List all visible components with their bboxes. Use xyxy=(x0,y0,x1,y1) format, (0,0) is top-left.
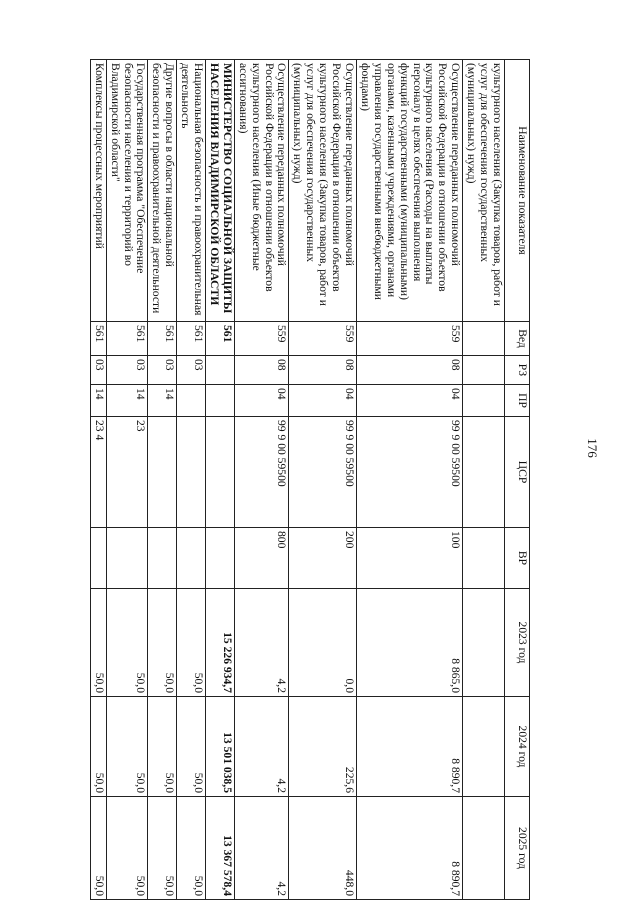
cell-name: МИНИСТЕРСТВО СОЦИАЛЬНОЙ ЗАЩИТЫ НАСЕЛЕНИЯ ВЛАДИМИРСКОЙ ОБЛАСТИ xyxy=(206,60,235,322)
cell-rz xyxy=(206,356,235,385)
cell-ved: 561 xyxy=(106,322,148,356)
header-2023: 2023 год xyxy=(505,589,530,697)
cell-name: Государственная программа "Обеспечение безопасности населения и территорий во Владимирской области" xyxy=(106,60,148,322)
cell-2023: 50,0 xyxy=(90,589,106,697)
header-vr: ВР xyxy=(505,528,530,589)
cell-2025: 448,0 xyxy=(289,797,357,900)
table-row xyxy=(177,60,206,900)
cell-2025: 50,0 xyxy=(177,797,206,900)
cell-2024: 50,0 xyxy=(90,697,106,797)
header-row xyxy=(505,60,530,900)
table-body xyxy=(90,60,504,900)
table-row xyxy=(357,60,463,900)
cell-pr: 14 xyxy=(148,385,177,417)
cell-vr xyxy=(463,528,505,589)
table-row xyxy=(206,60,235,900)
cell-2023: 50,0 xyxy=(106,589,148,697)
rotated-table-wrapper xyxy=(30,59,530,899)
cell-name: Другие вопросы в области национальной безопасности и правоохранительной деятельности xyxy=(148,60,177,322)
cell-2023: 0,0 xyxy=(289,589,357,697)
cell-csr: 99 9 00 59500 xyxy=(234,417,289,528)
cell-2024: 50,0 xyxy=(148,697,177,797)
cell-name: Осуществление переданных полномочий Российской Федерации в отношении объектов культурного населения (Иные бюджетные ассигнования) xyxy=(234,60,289,322)
cell-csr xyxy=(177,417,206,528)
cell-2023: 50,0 xyxy=(177,589,206,697)
cell-ved: 561 xyxy=(90,322,106,356)
cell-2025 xyxy=(463,797,505,900)
cell-csr: 23 xyxy=(106,417,148,528)
cell-2024: 50,0 xyxy=(106,697,148,797)
cell-2024: 225,6 xyxy=(289,697,357,797)
cell-pr xyxy=(206,385,235,417)
header-ved: Вед xyxy=(505,322,530,356)
header-name: Наименование показателя xyxy=(505,60,530,322)
cell-2023: 50,0 xyxy=(148,589,177,697)
cell-csr xyxy=(463,417,505,528)
cell-2023: 15 226 934,7 xyxy=(206,589,235,697)
cell-2024: 13 501 038,5 xyxy=(206,697,235,797)
header-csr: ЦСР xyxy=(505,417,530,528)
cell-vr: 800 xyxy=(234,528,289,589)
cell-ved: 559 xyxy=(289,322,357,356)
cell-name: Национальная безопасность и правоохранительная деятельность xyxy=(177,60,206,322)
cell-ved: 561 xyxy=(206,322,235,356)
table-row xyxy=(90,60,106,900)
cell-rz: 03 xyxy=(148,356,177,385)
cell-2024: 8 890,7 xyxy=(357,697,463,797)
cell-name: Комплексы процессных мероприятий xyxy=(90,60,106,322)
cell-csr: 23 4 xyxy=(90,417,106,528)
table-row xyxy=(106,60,148,900)
cell-vr: 200 xyxy=(289,528,357,589)
cell-rz: 03 xyxy=(106,356,148,385)
cell-ved: 559 xyxy=(234,322,289,356)
cell-vr xyxy=(106,528,148,589)
cell-ved xyxy=(463,322,505,356)
header-2025: 2025 год xyxy=(505,797,530,900)
cell-name: культурного населения (Закупка товаров, работ и услуг для обеспечения государственных (муниципальных) нужд) xyxy=(463,60,505,322)
cell-2024: 50,0 xyxy=(177,697,206,797)
cell-2025: 8 890,7 xyxy=(357,797,463,900)
cell-2023 xyxy=(463,589,505,697)
table-row xyxy=(289,60,357,900)
cell-name: Осуществление переданных полномочий Российской Федерации в отношении объектов культурного населения (Закупка товаров, работ и услуг для обеспечения государственных (муниципальных) нужд) xyxy=(289,60,357,322)
cell-rz: 08 xyxy=(357,356,463,385)
cell-rz: 03 xyxy=(177,356,206,385)
cell-ved: 561 xyxy=(148,322,177,356)
cell-vr: 100 xyxy=(357,528,463,589)
cell-rz xyxy=(463,356,505,385)
cell-2023: 8 865,0 xyxy=(357,589,463,697)
cell-pr: 04 xyxy=(234,385,289,417)
cell-vr xyxy=(177,528,206,589)
page-number: 176 xyxy=(584,438,600,458)
cell-rz: 08 xyxy=(234,356,289,385)
table-row xyxy=(148,60,177,900)
cell-2025: 4,2 xyxy=(234,797,289,900)
cell-csr xyxy=(206,417,235,528)
cell-2024: 4,2 xyxy=(234,697,289,797)
cell-pr xyxy=(177,385,206,417)
header-rz: РЗ xyxy=(505,356,530,385)
cell-rz: 08 xyxy=(289,356,357,385)
cell-2025: 50,0 xyxy=(106,797,148,900)
cell-pr: 14 xyxy=(106,385,148,417)
cell-vr xyxy=(206,528,235,589)
cell-ved: 561 xyxy=(177,322,206,356)
cell-2025: 13 367 578,4 xyxy=(206,797,235,900)
table-row xyxy=(234,60,289,900)
cell-2024 xyxy=(463,697,505,797)
cell-csr: 99 9 00 59500 xyxy=(289,417,357,528)
cell-csr: 99 9 00 59500 xyxy=(357,417,463,528)
cell-vr xyxy=(90,528,106,589)
cell-name: Осуществление переданных полномочий Российской Федерации в отношении объектов культурного населения (Расходы на выплаты персоналу в целях обеспечения выполнения функций государственными (муниципальными) органами, казенными учреждениями, органами управления государственными внебюджетными фондами) xyxy=(357,60,463,322)
cell-2025: 50,0 xyxy=(90,797,106,900)
cell-pr xyxy=(463,385,505,417)
cell-pr: 04 xyxy=(357,385,463,417)
table-row xyxy=(463,60,505,900)
cell-2023: 4,2 xyxy=(234,589,289,697)
cell-csr xyxy=(148,417,177,528)
cell-vr xyxy=(148,528,177,589)
cell-pr: 14 xyxy=(90,385,106,417)
cell-rz: 03 xyxy=(90,356,106,385)
cell-ved: 559 xyxy=(357,322,463,356)
budget-table xyxy=(90,59,530,900)
header-pr: ПР xyxy=(505,385,530,417)
cell-2025: 50,0 xyxy=(148,797,177,900)
header-2024: 2024 год xyxy=(505,697,530,797)
cell-pr: 04 xyxy=(289,385,357,417)
